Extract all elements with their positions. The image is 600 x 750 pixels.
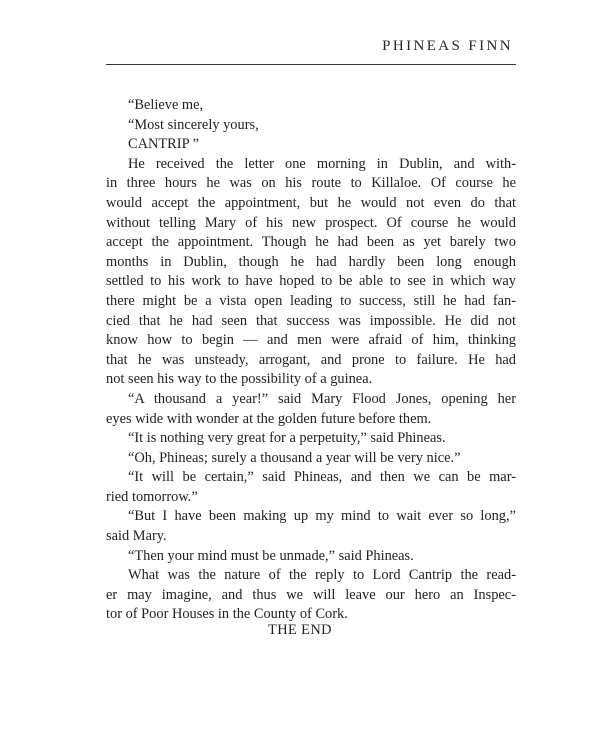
text-line: ried tomorrow.” <box>106 488 198 505</box>
header-rule <box>106 64 516 65</box>
text-line: “It will be certain,” said Phineas, and then we can be mar- <box>128 469 516 486</box>
text-line: there might be a vista open leading to success, still he had fan- <box>106 292 516 309</box>
text-line: would accept the appointment, but he would not even do that <box>106 194 516 211</box>
text-line: in three hours he was on his route to Killaloe. Of course he <box>106 175 516 192</box>
text-line: not seen his way to the possibility of a guinea. <box>106 371 373 388</box>
text-line: accept the appointment. Though he had been as yet barely two <box>106 234 516 251</box>
text-line: eyes wide with wonder at the golden future before them. <box>106 410 432 427</box>
text-line: “Believe me, <box>128 97 204 113</box>
text-line: that he was unsteady, arrogant, and prone to failure. He had <box>106 351 516 368</box>
text-line: er may imagine, and thus we will leave our hero an Inspec- <box>106 586 516 603</box>
text-line: tor of Poor Houses in the County of Cork. <box>106 606 348 623</box>
text-line: CANTRIP ” <box>128 136 200 153</box>
text-line: cied that he had seen that success was impossible. He did not <box>106 312 516 329</box>
text-line: “It is nothing very great for a perpetuity,” said Phineas. <box>128 430 446 447</box>
body-text <box>106 96 516 625</box>
text-line: What was the nature of the reply to Lord Cantrip the read- <box>128 567 516 584</box>
text-line: settled to his work to have hoped to be able to see in which way <box>106 273 516 290</box>
text-line: “A thousand a year!” said Mary Flood Jones, opening her <box>128 390 516 407</box>
text-line: without telling Mary of his new prospect. Of course he would <box>106 214 516 231</box>
text-line: months in Dublin, though he had hardly been long enough <box>106 253 516 270</box>
end-mark: THE END <box>268 622 332 638</box>
text-line: “Oh, Phineas; surely a thousand a year will be very nice.” <box>128 449 461 466</box>
text-line: know how to begin — and men were afraid of him, thinking <box>106 332 516 349</box>
text-line: He received the letter one morning in Dublin, and with- <box>128 155 516 172</box>
text-line: said Mary. <box>106 528 167 545</box>
text-line: “Most sincerely yours, <box>128 116 259 133</box>
running-head: PHINEAS FINN <box>382 38 513 54</box>
text-line: “Then your mind must be unmade,” said Phineas. <box>128 547 414 564</box>
text-line: “But I have been making up my mind to wait ever so long,” <box>128 508 516 525</box>
